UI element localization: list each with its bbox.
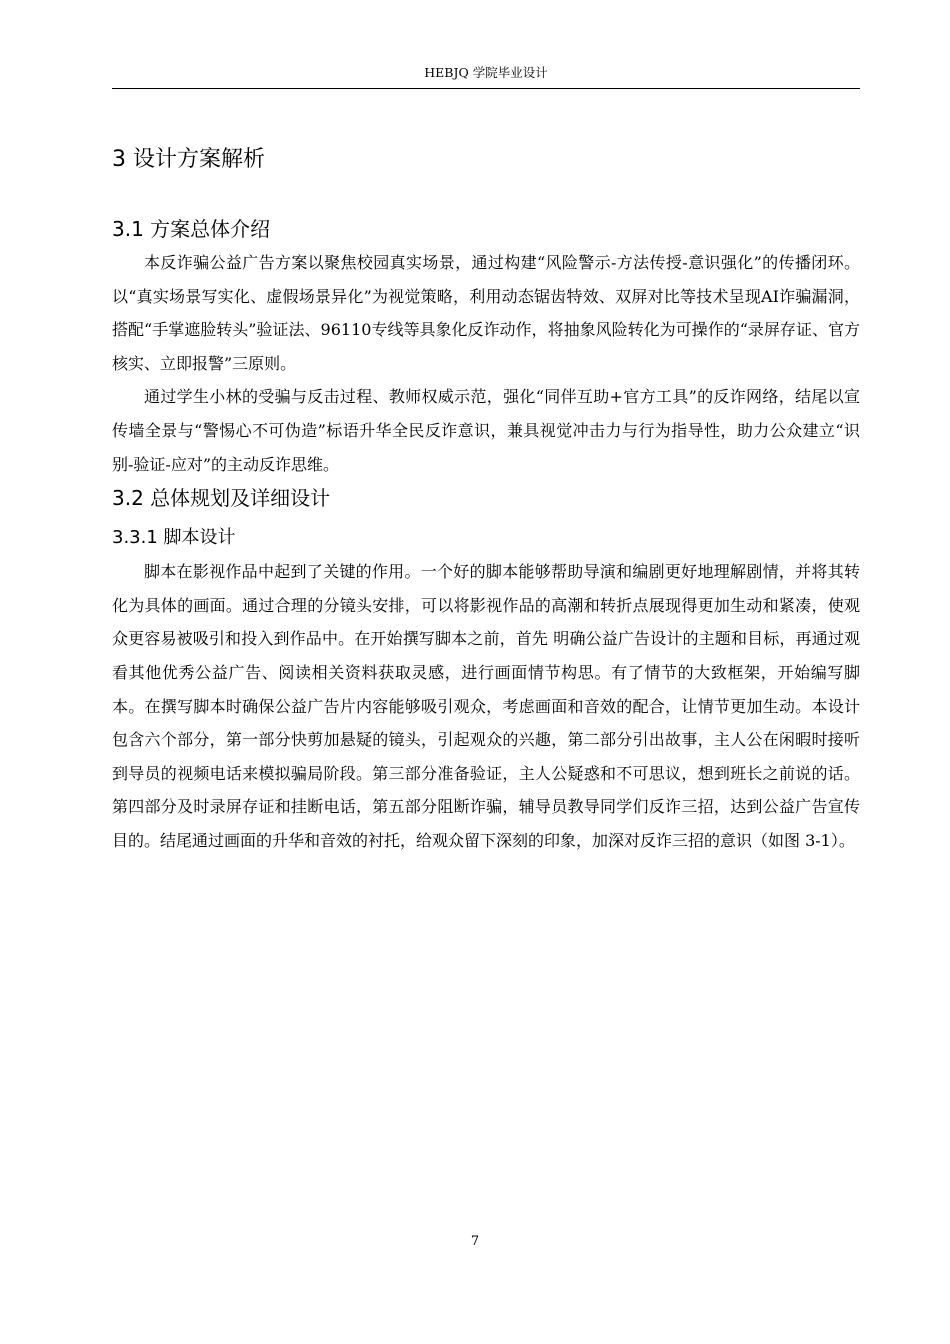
paragraph-3-3-1-1: 脚本在影视作品中起到了关键的作用。一个好的脚本能够帮助导演和编剧更好地理解剧情，并将其转化为具体的画面。通过合理的分镜头安排，可以将影视作品的高潮和转折点展现得更加生动和紧凑，使观众更容易被吸引和投入到作品中。在开始撰写脚本之前，首先 明确公益广告设计的主题和目标，再通过观看其他优秀公益广告、阅读相关资料获取灵感，进行画面情节构思。有了情节的大致框架，开始编写脚本。在撰写脚本时确保公益广告片内容能够吸引观众，考虑画面和音效的配合，让情节更加生动。本设计包含六个部分，第一部分快剪加悬疑的镜头，引起观众的兴趣，第二部分引出故事，主人公在闲暇时接听到导员的视频电话来模拟骗局阶段。第三部分准备验证，主人公疑惑和不可思议，想到班长之前说的话。第四部分及时录屏存证和挂断电话，第五部分阻断诈骗，辅导员教导同学们反诈三招，达到公益广告宣传目的。结尾通过画面的升华和音效的衬托，给观众留下深刻的印象，加深对反诈三招的意识（如图 3-1）。 [112,562,860,850]
header-text: HEBJQ 学院毕业设计 [424,65,548,80]
paragraph-3-1-1: 本反诈骗公益广告方案以聚焦校园真实场景，通过构建“风险警示-方法传授-意识强化”的传播闭环。以“真实场景写实化、虚假场景异化”为视觉策略，利用动态锯齿特效、双屏对比等技术呈现AI诈骗漏洞，搭配“手掌遮脸转头”验证法、96110专线等具象化反诈动作，将抽象风险转化为可操作的“录屏存证、官方核实、立即报警”三原则。 [112,253,860,373]
document-body [112,140,860,858]
chapter-title: 3 设计方案解析 [112,147,265,172]
paragraph-3-1-2: 通过学生小林的受骗与反击过程、教师权威示范，强化“同伴互助+官方工具”的反诈网络，结尾以宣传墙全景与“警惕心不可伪造”标语升华全民反诈意识，兼具视觉冲击力与行为指导性，助力公众建立“识别-验证-应对”的主动反诈思维。 [112,387,860,474]
section-title-3-2: 3.2 总体规划及详细设计 [112,486,331,511]
page-header [112,62,860,89]
section-title-3-1: 3.1 方案总体介绍 [112,217,271,241]
subsection-title-3-3-1: 3.3.1 脚本设计 [112,527,236,549]
spacer [112,180,860,212]
page-number: 7 [470,1234,480,1249]
